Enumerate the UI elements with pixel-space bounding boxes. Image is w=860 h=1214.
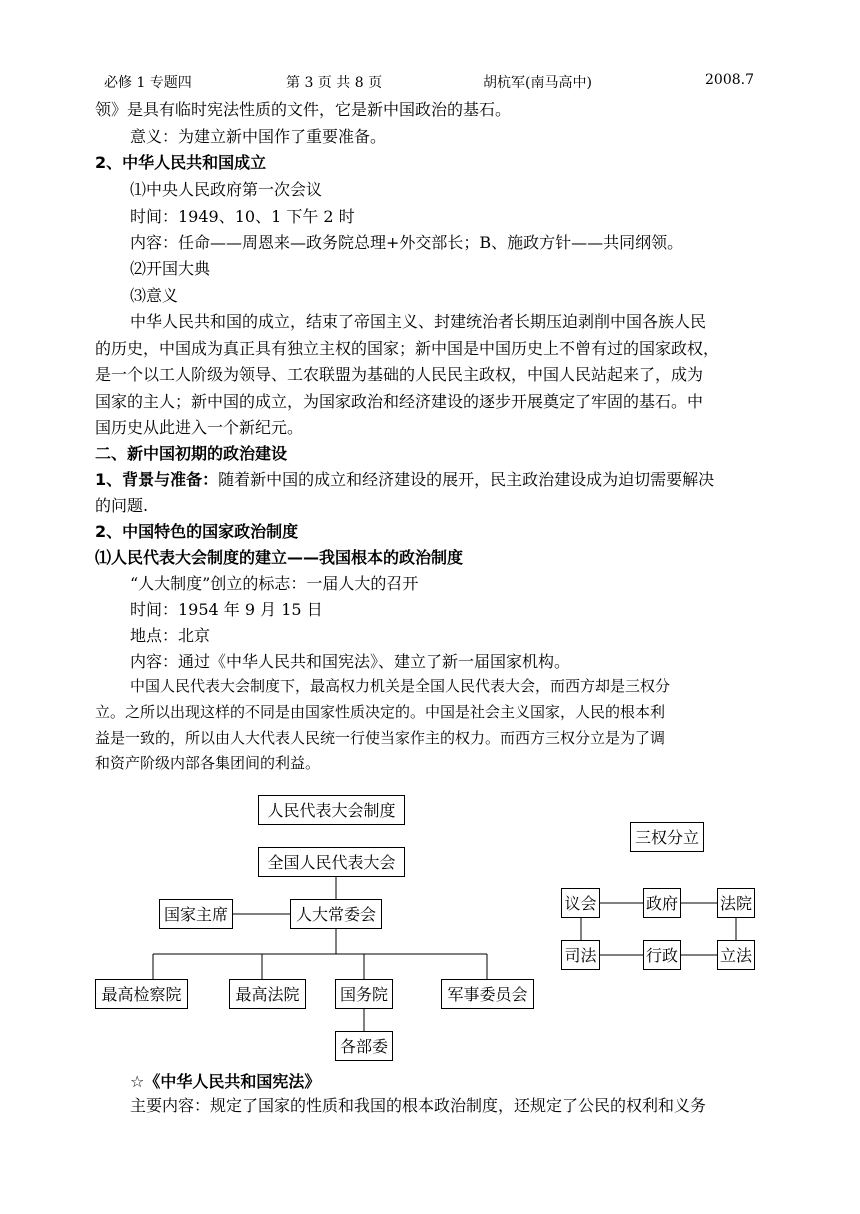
box-ministries: 各部委 [335, 1031, 393, 1061]
section-heading: ☆《中华人民共和国宪法》 [130, 1072, 321, 1091]
box-court: 法院 [717, 888, 755, 918]
text-line: 主要内容：规定了国家的性质和我国的根本政治制度，还规定了公民的权利和义务 [130, 1096, 707, 1115]
box-judicial: 司法 [561, 940, 600, 970]
text-line: 中华人民共和国的成立，结束了帝国主义、封建统治者长期压迫剥削中国各族人民 [130, 312, 707, 331]
text-line: 地点：北京 [130, 626, 211, 645]
text-line: 益是一致的，所以由人大代表人民统一行使当家作主的权力。而西方三权分立是为了调 [95, 729, 666, 747]
section-heading: 2、中华人民共和国成立 [95, 153, 267, 172]
box-separation-of-powers: 三权分立 [630, 822, 704, 852]
text-line: 时间：1954 年 9 月 15 日 [130, 600, 323, 619]
text-line: ⑵开国大典 [130, 259, 211, 278]
box-state-council: 国务院 [335, 979, 393, 1009]
text-line: 时间：1949、10、1 下午 2 时 [130, 207, 355, 226]
text-line: “人大制度”创立的标志：一届人大的召开 [130, 574, 419, 593]
header-date: 2008.7 [705, 72, 754, 88]
inline-heading: 1、背景与准备： [95, 470, 219, 489]
text-line: 的历史，中国成为真正具有独立主权的国家；新中国是中国历史上不曾有过的国家政权， [95, 339, 720, 358]
box-government: 政府 [643, 888, 681, 918]
text-line: ⑴中央人民政府第一次会议 [130, 180, 323, 199]
text-line: 内容：任命——周恩来—政务院总理+外交部长；B、施政方针——共同纲领。 [130, 233, 684, 252]
text-line: 的问题. [95, 496, 149, 515]
box-npc: 全国人民代表大会 [258, 847, 405, 877]
box-supreme-court: 最高法院 [229, 979, 306, 1009]
text-line: 和资产阶级内部各集团间的利益。 [95, 754, 321, 772]
text-line: 领》是具有临时宪法性质的文件，它是新中国政治的基石。 [95, 100, 512, 119]
section-heading: 二、新中国初期的政治建设 [95, 444, 288, 463]
text-line: 中国人民代表大会制度下，最高权力机关是全国人民代表大会，而西方却是三权分 [130, 677, 671, 695]
text-line: 意义：为建立新中国作了重要准备。 [130, 127, 387, 146]
header-author: 胡杭军(南马高中) [483, 75, 592, 91]
text-line: 国家的主人；新中国的成立，为国家政治和经济建设的逐步开展奠定了牢固的基石。中 [95, 392, 704, 411]
box-legislative: 立法 [717, 940, 755, 970]
section-heading: 2、中国特色的国家政治制度 [95, 522, 299, 541]
box-npc-system: 人民代表大会制度 [258, 795, 405, 825]
text-line: 立。之所以出现这样的不同是由国家性质决定的。中国是社会主义国家，人民的根本利 [95, 703, 666, 721]
text-line: 内容：通过《中华人民共和国宪法》、建立了新一届国家机构。 [130, 652, 571, 671]
header-page: 第 3 页 共 8 页 [286, 75, 383, 91]
text-line: 国历史从此进入一个新纪元。 [95, 418, 304, 437]
text-line: 是一个以工人阶级为领导、工农联盟为基础的人民民主政权，中国人民站起来了，成为 [95, 365, 704, 384]
section-heading: ⑴人民代表大会制度的建立——我国根本的政治制度 [95, 548, 464, 567]
box-executive: 行政 [643, 940, 681, 970]
box-standing-committee: 人大常委会 [290, 899, 382, 929]
box-procuratorate: 最高检察院 [95, 979, 188, 1009]
box-military-commission: 军事委员会 [441, 979, 534, 1009]
text-line: ⑶意义 [130, 286, 179, 305]
header-course: 必修 1 专题四 [104, 75, 192, 91]
box-president: 国家主席 [159, 899, 233, 929]
inline-text: 随着新中国的成立和经济建设的展开，民主政治建设成为迫切需要解决 [218, 470, 715, 489]
box-parliament: 议会 [561, 888, 600, 918]
